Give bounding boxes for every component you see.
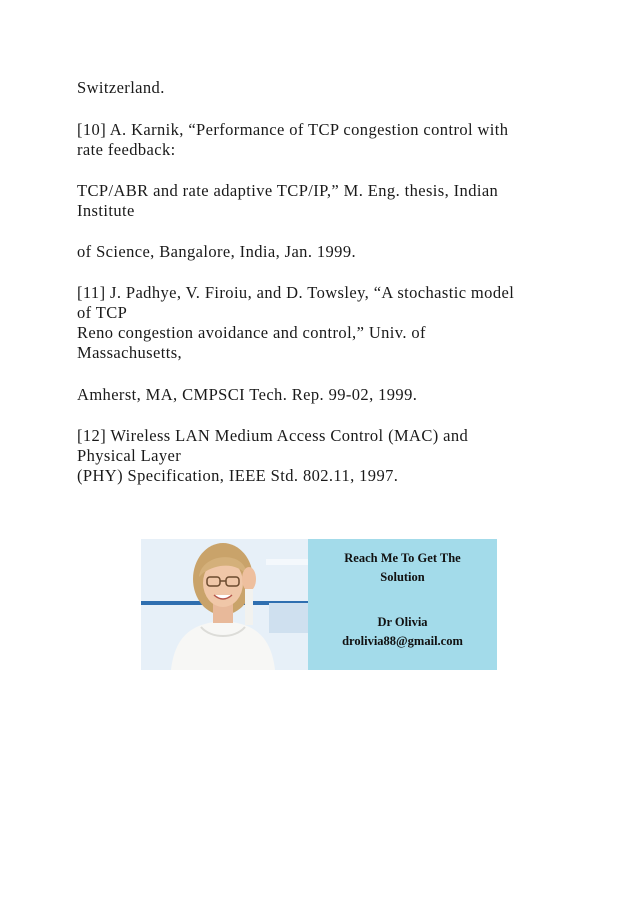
- text-line: of Science, Bangalore, India, Jan. 1999.: [77, 242, 357, 261]
- text-line: Institute: [77, 201, 135, 220]
- woman-photo-illustration: [141, 539, 308, 670]
- cta-line-2: Solution: [380, 570, 425, 584]
- reference-10-line: [10] A. Karnik, “Performance of TCP congestion control with: [77, 120, 509, 139]
- text-line: Massachusetts,: [77, 343, 183, 362]
- woman-photo: [141, 539, 308, 670]
- contact-panel: [308, 539, 497, 670]
- text-line: Reno congestion avoidance and control,” Univ. of: [77, 323, 426, 342]
- cta-line-1: Reach Me To Get The: [344, 551, 461, 565]
- contact-name: Dr Olivia: [377, 615, 428, 629]
- text-line: of TCP: [77, 303, 128, 322]
- text-line: Physical Layer: [77, 446, 182, 465]
- text-line: Amherst, MA, CMPSCI Tech. Rep. 99-02, 1999.: [77, 385, 418, 404]
- reference-12-line: [12] Wireless LAN Medium Access Control (MAC) and: [77, 426, 469, 445]
- text-line: Switzerland.: [77, 78, 165, 97]
- text-line: rate feedback:: [77, 140, 176, 159]
- text-line: TCP/ABR and rate adaptive TCP/IP,” M. Eng. thesis, Indian: [77, 181, 499, 200]
- reference-11-line: [11] J. Padhye, V. Firoiu, and D. Towsley, “A stochastic model: [77, 283, 515, 302]
- contact-banner: [141, 539, 497, 670]
- text-line: (PHY) Specification, IEEE Std. 802.11, 1997.: [77, 466, 399, 485]
- contact-email[interactable]: drolivia88@gmail.com: [342, 634, 463, 648]
